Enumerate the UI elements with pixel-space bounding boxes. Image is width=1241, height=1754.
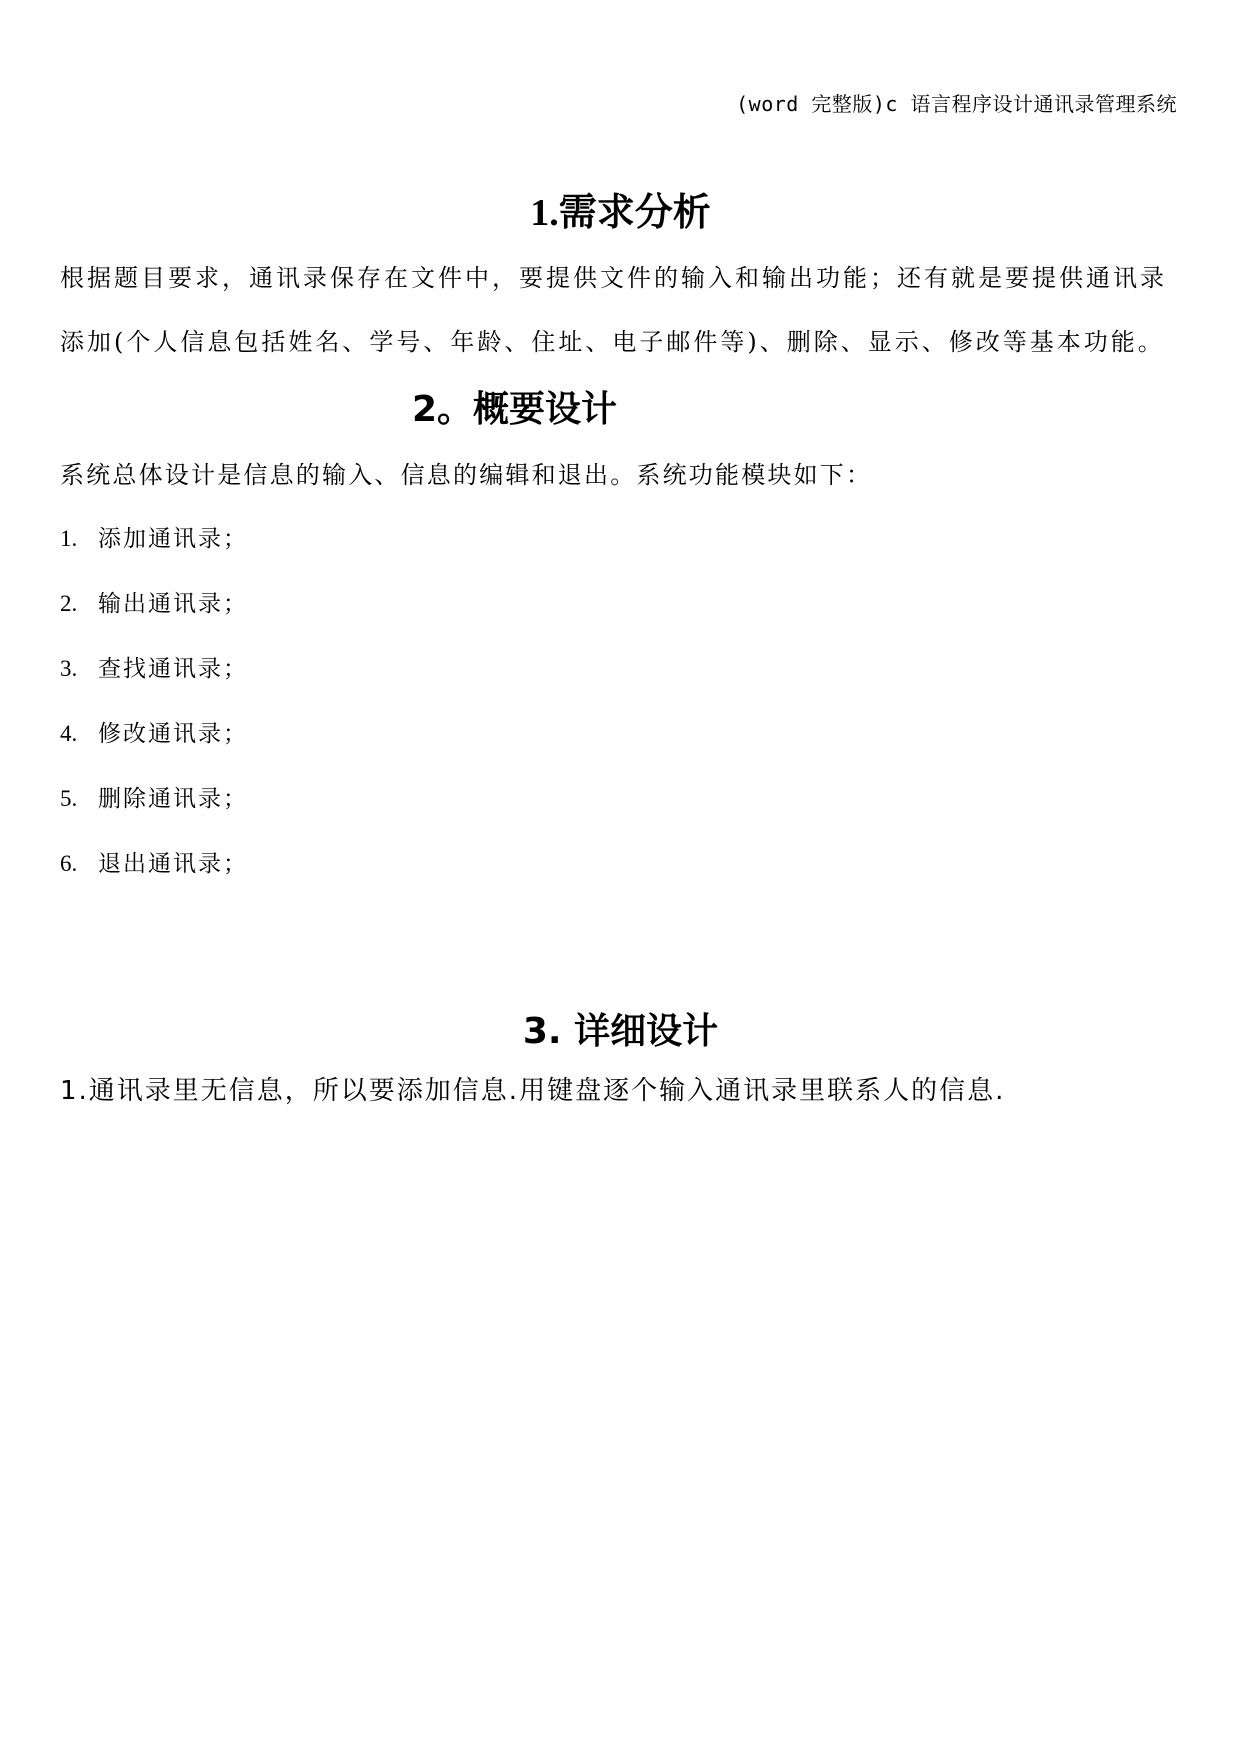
list-item: [60, 852, 248, 917]
running-header: (word 完整版)c 语言程序设计通讯录管理系统: [736, 92, 1177, 116]
list-item-text: 查找通讯录；: [98, 656, 248, 682]
list-item-text: 添加通讯录；: [98, 526, 248, 552]
list-item: [60, 787, 248, 852]
detail-paragraph-line-1: 1.通讯录里无信息，所以要添加信息.用键盘逐个输入通讯录里联系人的信息.: [60, 1076, 1006, 1106]
list-item: [60, 592, 248, 657]
list-item-number: 5.: [60, 786, 78, 811]
list-item-text: 输出通讯录；: [98, 591, 248, 617]
list-item-text: 修改通讯录；: [98, 721, 248, 747]
list-item-number: 3.: [60, 656, 78, 681]
heading-requirements: 1.需求分析: [530, 192, 711, 234]
heading-detail: 3. 详细设计: [522, 1011, 719, 1052]
requirements-paragraph-line-2: 添加(个人信息包括姓名、学号、年龄、住址、电子邮件等)、删除、显示、修改等基本功能。: [60, 328, 1165, 356]
module-list: [60, 527, 248, 917]
list-item: [60, 722, 248, 787]
list-item-number: 4.: [60, 721, 78, 746]
overview-intro: 系统总体设计是信息的输入、信息的编辑和退出。系统功能模块如下：: [60, 461, 873, 489]
list-item-number: 1.: [60, 526, 78, 551]
requirements-paragraph-line-1: 根据题目要求，通讯录保存在文件中，要提供文件的输入和输出功能；还有就是要提供通讯录: [60, 264, 1167, 292]
list-item-number: 2.: [60, 591, 78, 616]
list-item-text: 退出通讯录；: [98, 851, 248, 877]
heading-overview: 2。概要设计: [412, 389, 618, 430]
list-item: [60, 657, 248, 722]
list-item-number: 6.: [60, 851, 78, 876]
list-item: [60, 527, 248, 592]
list-item-text: 删除通讯录；: [98, 786, 248, 812]
